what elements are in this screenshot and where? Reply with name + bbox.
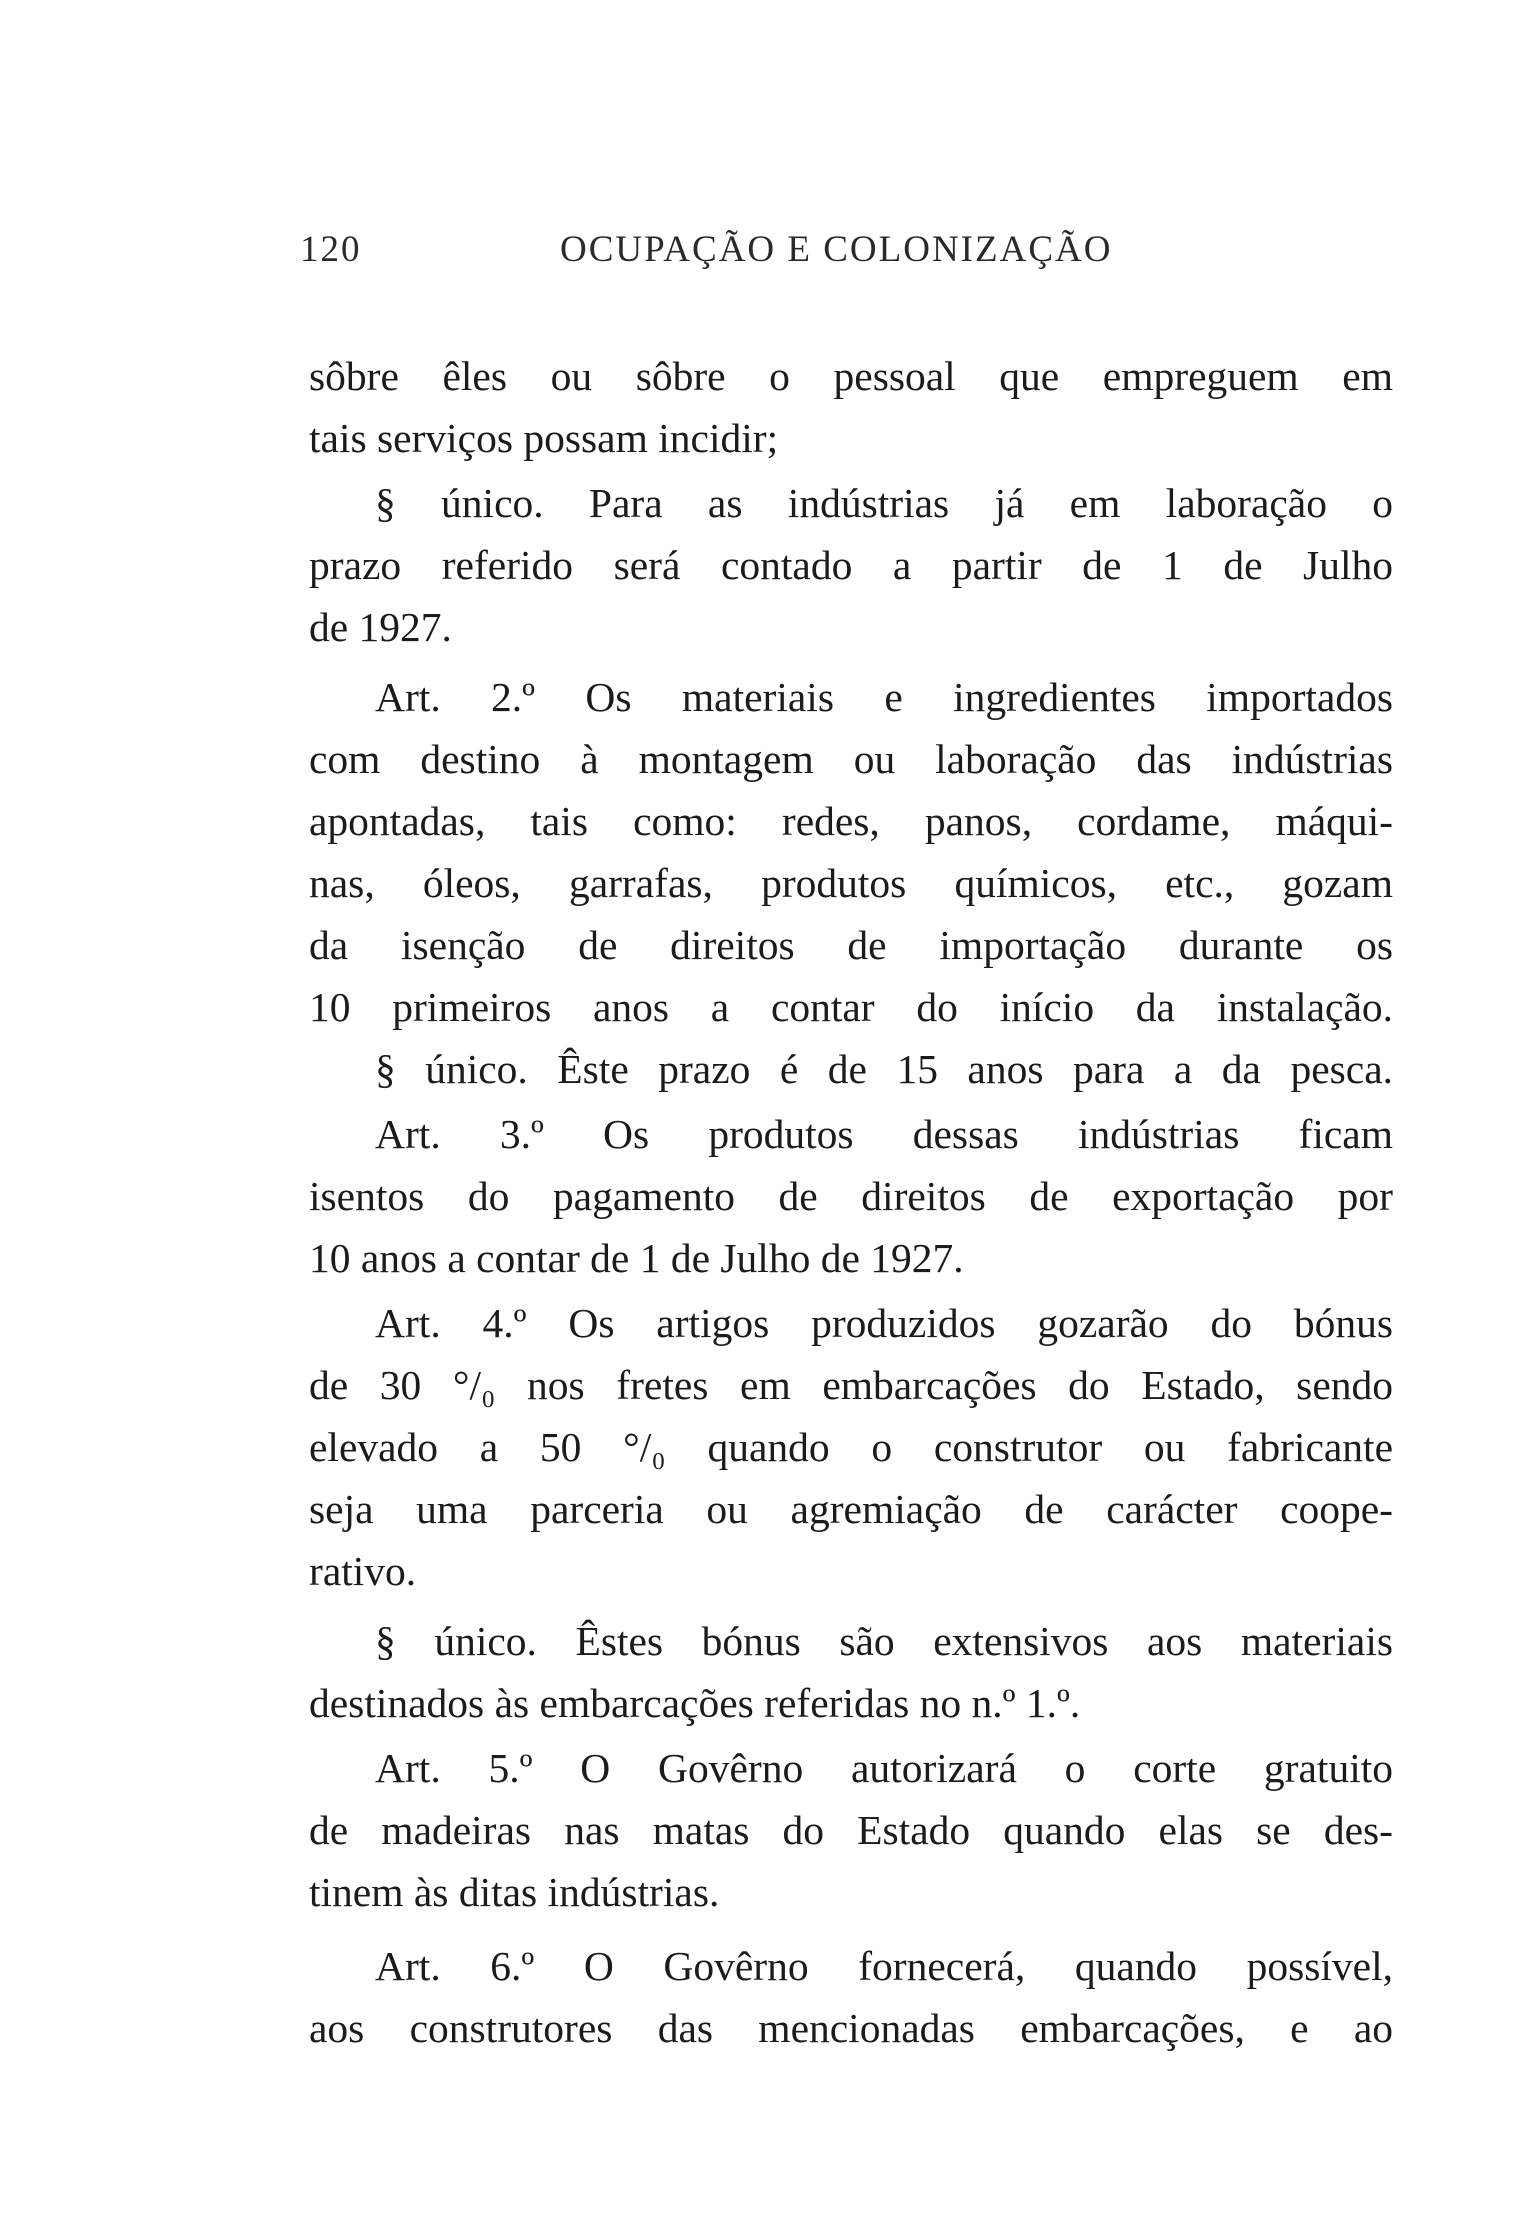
text-line: nas, óleos, garrafas, produtos químicos, etc., gozam	[309, 860, 1393, 906]
text-line: tais serviços possam incidir;	[309, 415, 779, 461]
text-line: destinados às embarcações referidas no n.º 1.º.	[309, 1680, 1081, 1726]
paragraph-unico: § único. Para as indústrias já em laboração o	[375, 480, 1393, 526]
text-line: tinem às ditas indústrias.	[309, 1869, 720, 1915]
running-title: OCUPAÇÃO E COLONIZAÇÃO	[560, 229, 1113, 270]
body-text	[309, 345, 1393, 2059]
text-line: sôbre êles ou sôbre o pessoal que empreguem em	[309, 353, 1393, 399]
article-2: Art. 2.º Os materiais e ingredientes importados	[375, 674, 1393, 720]
text-line: 10 primeiros anos a contar do início da instalação.	[309, 984, 1393, 1030]
paragraph-unico: § único. Êste prazo é de 15 anos para a da pesca.	[375, 1046, 1393, 1092]
text-line: rativo.	[309, 1548, 417, 1594]
article-6: Art. 6.º O Govêrno fornecerá, quando possível,	[375, 1943, 1393, 1989]
text-line: de 30 °/₀ nos fretes em embarcações do Estado, sendo	[309, 1362, 1393, 1408]
article-4: Art. 4.º Os artigos produzidos gozarão do bónus	[375, 1300, 1393, 1346]
text-line: com destino à montagem ou laboração das indústrias	[309, 736, 1393, 782]
article-3: Art. 3.º Os produtos dessas indústrias ficam	[375, 1111, 1393, 1157]
article-5: Art. 5.º O Govêrno autorizará o corte gratuito	[375, 1745, 1393, 1791]
text-line: prazo referido será contado a partir de 1 de Julho	[309, 542, 1393, 588]
text-line: de 1927.	[309, 604, 452, 650]
text-line: apontadas, tais como: redes, panos, cordame, máqui-	[309, 798, 1393, 844]
text-line: de madeiras nas matas do Estado quando elas se des-	[309, 1807, 1393, 1853]
text-line: elevado a 50 °/₀ quando o construtor ou fabricante	[309, 1424, 1393, 1470]
paragraph-unico: § único. Êstes bónus são extensivos aos materiais	[375, 1618, 1393, 1664]
text-line: isentos do pagamento de direitos de exportação por	[309, 1173, 1393, 1219]
text-line: seja uma parceria ou agremiação de carácter coope-	[309, 1486, 1393, 1532]
running-head	[300, 228, 1395, 284]
page-number: 120	[300, 229, 362, 270]
text-line: aos construtores das mencionadas embarcações, e ao	[309, 2005, 1393, 2051]
text-line: 10 anos a contar de 1 de Julho de 1927.	[309, 1235, 964, 1281]
text-line: da isenção de direitos de importação durante os	[309, 922, 1393, 968]
